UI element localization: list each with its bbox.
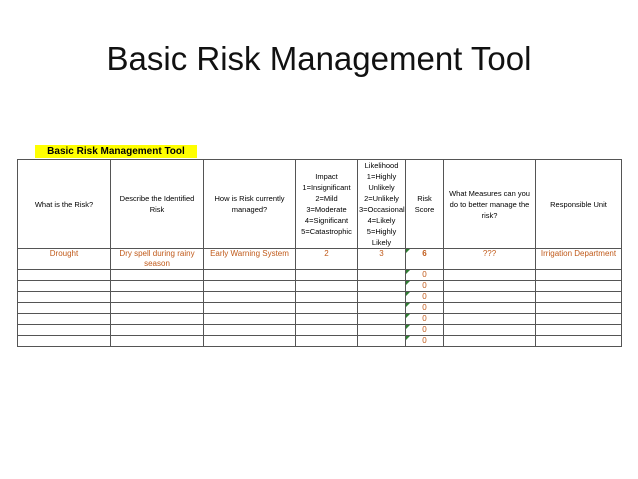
risk-cell[interactable] xyxy=(18,303,111,314)
managed-cell[interactable] xyxy=(204,292,296,303)
managed-cell[interactable] xyxy=(204,325,296,336)
header-measures: What Measures can you do to better manage the risk? xyxy=(444,160,536,249)
measures-cell[interactable] xyxy=(444,314,536,325)
table-row xyxy=(18,292,622,303)
likelihood-cell[interactable]: 3 xyxy=(358,249,406,270)
risk-score-value: 0 xyxy=(422,292,427,301)
managed-cell[interactable] xyxy=(204,303,296,314)
table-row xyxy=(18,314,622,325)
comment-marker-icon xyxy=(406,336,410,340)
risk-score-cell xyxy=(406,292,444,303)
impact-cell[interactable]: 2 xyxy=(296,249,358,270)
description-cell[interactable] xyxy=(111,325,204,336)
risk-score-value: 0 xyxy=(422,336,427,345)
header-description: Describe the Identified Risk xyxy=(111,160,204,249)
comment-marker-icon xyxy=(406,249,410,253)
header-risk-score: Risk Score xyxy=(406,160,444,249)
measures-cell[interactable] xyxy=(444,292,536,303)
managed-cell[interactable] xyxy=(204,281,296,292)
description-cell[interactable]: Dry spell during rainy season xyxy=(111,249,204,270)
measures-cell[interactable] xyxy=(444,281,536,292)
measures-cell[interactable] xyxy=(444,303,536,314)
managed-cell[interactable] xyxy=(204,314,296,325)
comment-marker-icon xyxy=(406,281,410,285)
impact-cell[interactable] xyxy=(296,270,358,281)
likelihood-cell[interactable] xyxy=(358,292,406,303)
comment-marker-icon xyxy=(406,314,410,318)
risk-score-cell xyxy=(406,336,444,347)
risk-cell[interactable] xyxy=(18,336,111,347)
measures-cell[interactable]: ??? xyxy=(444,249,536,270)
risk-score-value: 0 xyxy=(422,281,427,290)
likelihood-cell[interactable] xyxy=(358,281,406,292)
likelihood-cell[interactable] xyxy=(358,325,406,336)
risk-cell[interactable] xyxy=(18,292,111,303)
risk-score-value: 0 xyxy=(422,270,427,279)
managed-cell[interactable] xyxy=(204,270,296,281)
measures-cell[interactable] xyxy=(444,336,536,347)
header-likelihood: Likelihood 1=Highly Unlikely 2=Unlikely 3=Occasional 4=Likely 5=Highly Likely xyxy=(359,161,405,247)
impact-cell[interactable] xyxy=(296,281,358,292)
likelihood-cell[interactable] xyxy=(358,336,406,347)
risk-score-cell xyxy=(406,270,444,281)
table-row xyxy=(18,249,622,270)
likelihood-cell[interactable] xyxy=(358,270,406,281)
risk-score-value: 0 xyxy=(422,314,427,323)
table-row xyxy=(18,336,622,347)
unit-cell[interactable] xyxy=(536,292,622,303)
description-cell[interactable] xyxy=(111,292,204,303)
table-row xyxy=(18,303,622,314)
likelihood-cell[interactable] xyxy=(358,314,406,325)
comment-marker-icon xyxy=(406,270,410,274)
risk-cell[interactable] xyxy=(18,325,111,336)
description-cell[interactable] xyxy=(111,281,204,292)
risk-cell[interactable] xyxy=(18,314,111,325)
header-impact: Impact 1=Insignificant 2=Mild 3=Moderate 4=Significant 5=Catastrophic xyxy=(296,160,358,249)
risk-table xyxy=(17,159,622,347)
unit-cell[interactable] xyxy=(536,336,622,347)
managed-cell[interactable] xyxy=(204,336,296,347)
risk-score-cell xyxy=(406,281,444,292)
unit-cell[interactable] xyxy=(536,281,622,292)
risk-cell[interactable]: Drought xyxy=(18,249,111,270)
unit-cell[interactable] xyxy=(536,325,622,336)
risk-score-cell xyxy=(406,325,444,336)
comment-marker-icon xyxy=(406,325,410,329)
managed-cell[interactable]: Early Warning System xyxy=(204,249,296,270)
risk-score-cell xyxy=(406,303,444,314)
header-row xyxy=(18,160,622,249)
risk-score-value: 0 xyxy=(422,325,427,334)
comment-marker-icon xyxy=(406,292,410,296)
table-row xyxy=(18,325,622,336)
risk-cell[interactable] xyxy=(18,270,111,281)
unit-cell[interactable]: Irrigation Department xyxy=(536,249,622,270)
header-responsible-unit: Responsible Unit xyxy=(536,160,622,249)
description-cell[interactable] xyxy=(111,270,204,281)
description-cell[interactable] xyxy=(111,303,204,314)
header-managed: How is Risk currently managed? xyxy=(204,160,296,249)
table-row xyxy=(18,270,622,281)
header-risk: What is the Risk? xyxy=(18,160,111,249)
risk-score-value: 6 xyxy=(422,249,427,258)
impact-cell[interactable] xyxy=(296,325,358,336)
impact-cell[interactable] xyxy=(296,303,358,314)
unit-cell[interactable] xyxy=(536,303,622,314)
measures-cell[interactable] xyxy=(444,270,536,281)
risk-score-value: 0 xyxy=(422,303,427,312)
impact-cell[interactable] xyxy=(296,292,358,303)
description-cell[interactable] xyxy=(111,336,204,347)
likelihood-cell[interactable] xyxy=(358,303,406,314)
measures-cell[interactable] xyxy=(444,325,536,336)
unit-cell[interactable] xyxy=(536,270,622,281)
table-row xyxy=(18,281,622,292)
comment-marker-icon xyxy=(406,303,410,307)
risk-cell[interactable] xyxy=(18,281,111,292)
slide-title: Basic Risk Management Tool xyxy=(106,40,532,77)
sheet-title: Basic Risk Management Tool xyxy=(35,145,197,158)
impact-cell[interactable] xyxy=(296,336,358,347)
description-cell[interactable] xyxy=(111,314,204,325)
impact-cell[interactable] xyxy=(296,314,358,325)
risk-score-cell xyxy=(406,249,444,270)
unit-cell[interactable] xyxy=(536,314,622,325)
risk-score-cell xyxy=(406,314,444,325)
